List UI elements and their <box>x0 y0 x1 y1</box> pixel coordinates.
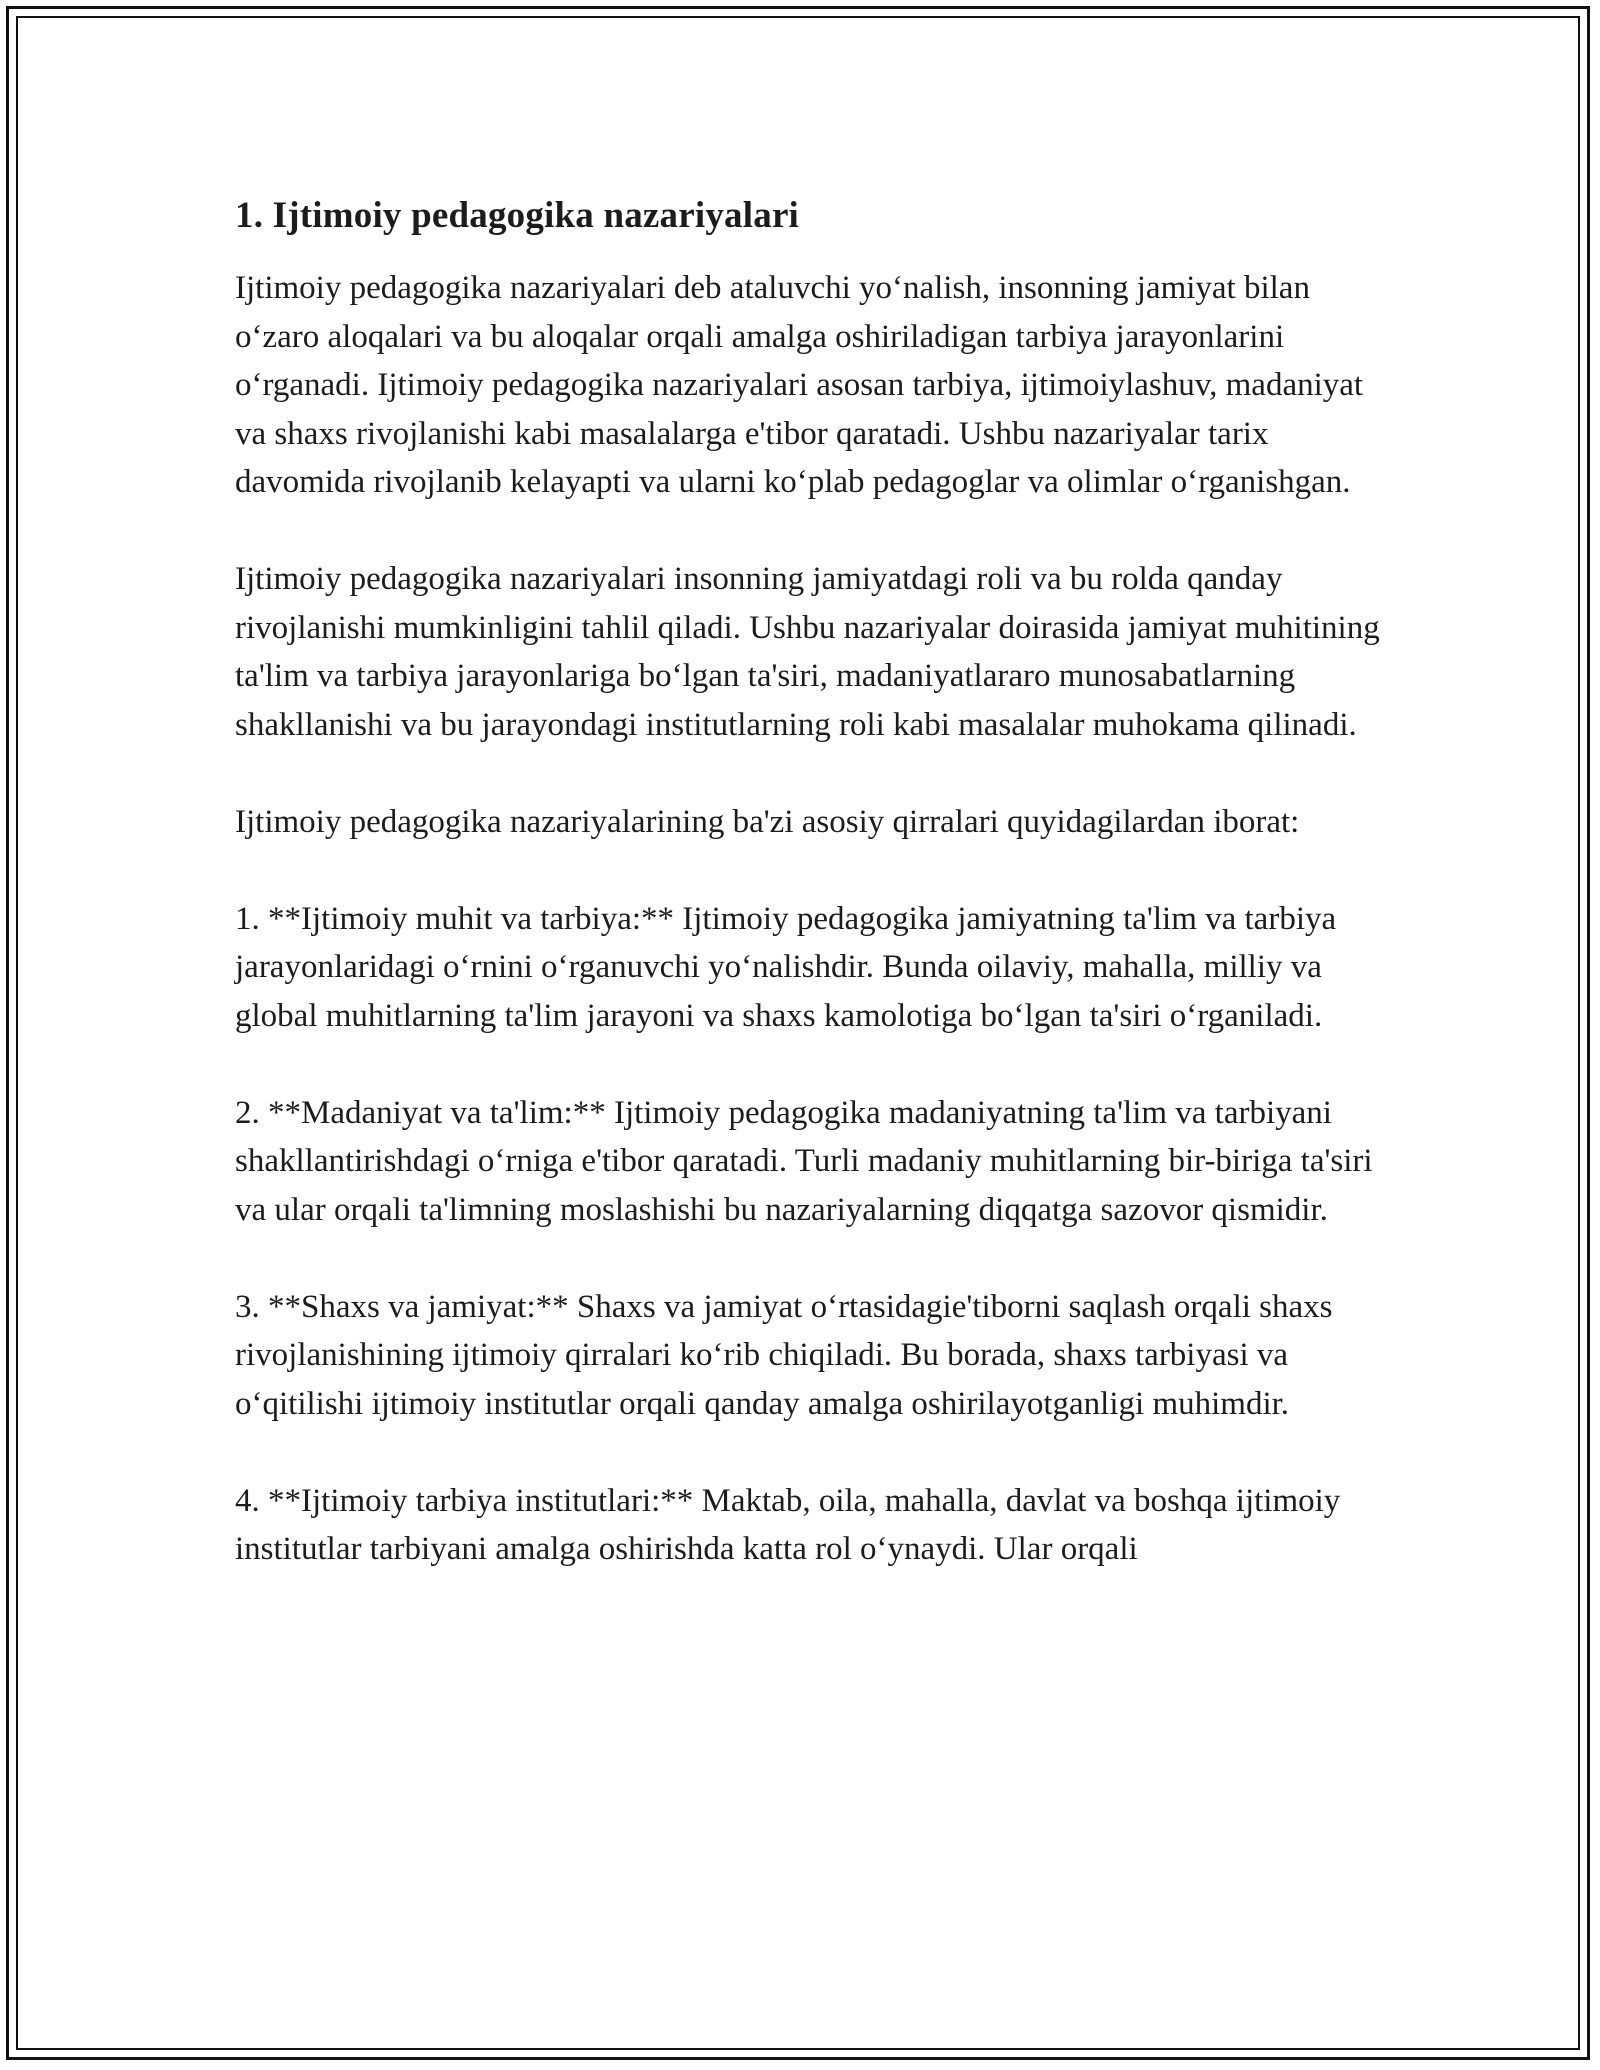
paragraph-role: Ijtimoiy pedagogika nazariyalari insonning jamiyatdagi roli va bu rolda qanday rivojlanishi mumkinligini tahlil qiladi. Ushbu nazariyalar doirasida jamiyat muhitining ta'lim va tarbiya jarayonlariga bo‘lgan ta'siri, madaniyatlararo munosabatlarning shakllanishi va bu jarayondagi institutlarning roli kabi masalalar muhokama qilinadi. <box>235 561 1380 743</box>
document-body <box>235 188 1385 1622</box>
section-heading: 1. Ijtimoiy pedagogika nazariyalari <box>235 195 800 236</box>
list-item-1: 1. **Ijtimoiy muhit va tarbiya:** Ijtimoiy pedagogika jamiyatning ta'lim va tarbiya jarayonlaridagi o‘rnini o‘rganuvchi yo‘nalishdir. Bunda oilaviy, mahalla, milliy va global muhitlarning ta'lim jarayoni va shaxs kamolotiga bo‘lgan ta'siri o‘rganiladi. <box>235 900 1337 1034</box>
list-item-2: 2. **Madaniyat va ta'lim:** Ijtimoiy pedagogika madaniyatning ta'lim va tarbiyani shakllantirishdagi o‘rniga e'tibor qaratadi. Turli madaniy muhitlarning bir-biriga ta'siri va ular orqali ta'limning moslashishi bu nazariyalarning diqqatga sazovor qismidir. <box>235 1094 1373 1228</box>
paragraph-intro: Ijtimoiy pedagogika nazariyalari deb ataluvchi yo‘nalish, insonning jamiyat bilan o‘zaro aloqalari va bu aloqalar orqali amalga oshiriladigan tarbiya jarayonlarini o‘rganadi. Ijtimoiy pedagogika nazariyalari asosan tarbiya, ijtimoiylashuv, madaniyat va shaxs rivojlanishi kabi masalalarga e'tibor qaratadi. Ushbu nazariyalar tarix davomida rivojlanib kelayapti va ularni ko‘plab pedagoglar va olimlar o‘rganishgan. <box>235 270 1364 500</box>
list-item-3: 3. **Shaxs va jamiyat:** Shaxs va jamiyat o‘rtasidagie'tiborni saqlash orqali shaxs rivojlanishining ijtimoiy qirralari ko‘rib chiqiladi. Bu borada, shaxs tarbiyasi va o‘qitilishi ijtimoiy institutlar orqali qanday amalga oshirilayotganligi muhimdir. <box>235 1288 1333 1422</box>
list-item-4: 4. **Ijtimoiy tarbiya institutlari:** Maktab, oila, mahalla, davlat va boshqa ijtimoiy institutlar tarbiyani amalga oshirishda katta rol o‘ynaydi. Ular orqali <box>235 1482 1341 1567</box>
paragraph-list-intro: Ijtimoiy pedagogika nazariyalarining ba'zi asosiy qirralari quyidagilardan iborat: <box>235 803 1300 840</box>
